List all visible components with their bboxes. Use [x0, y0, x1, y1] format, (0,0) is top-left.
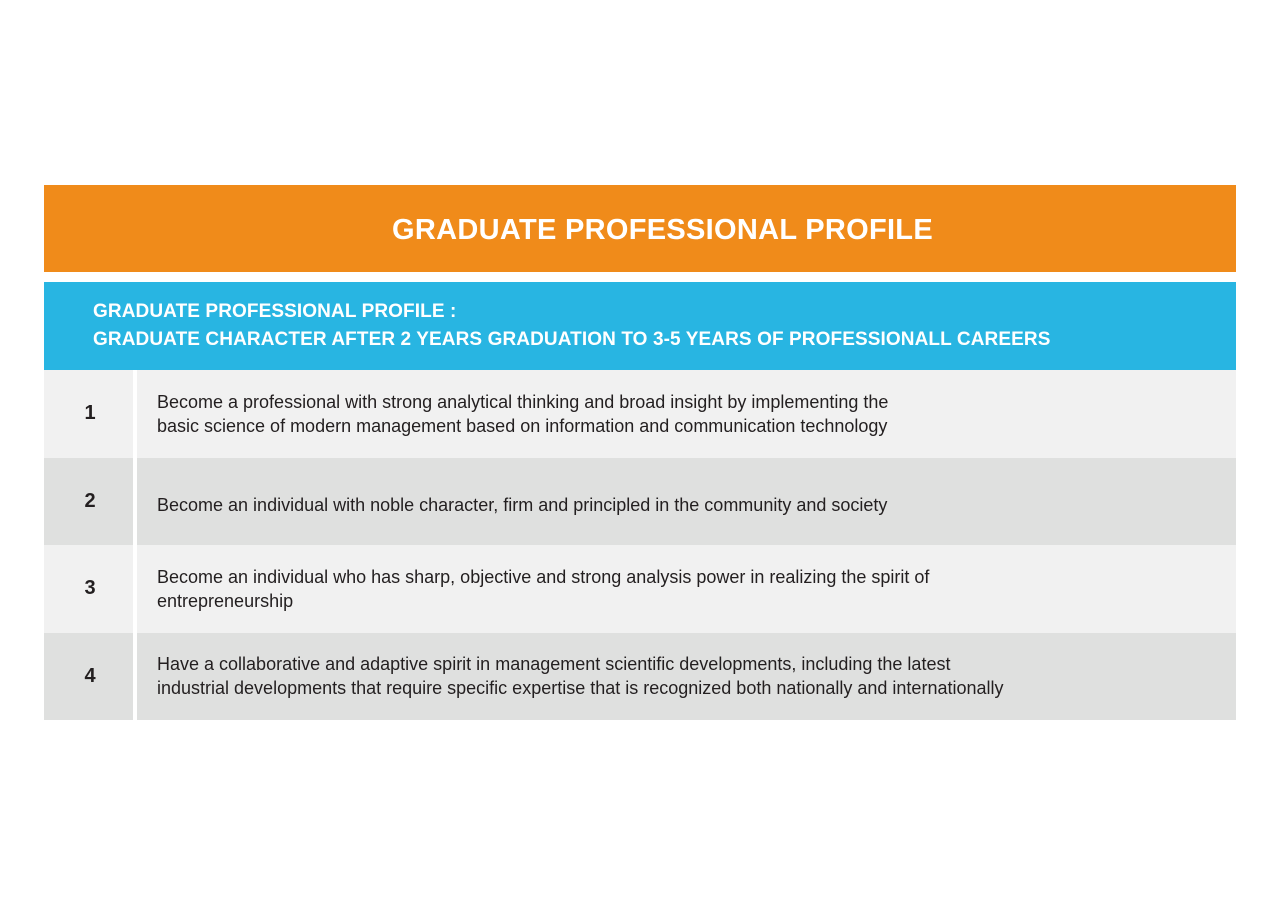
- row-number: 3: [84, 577, 96, 600]
- row-description-line-1: Have a collaborative and adaptive spirit in management scientific developments, including the latest: [157, 654, 951, 675]
- table-row: [44, 633, 1236, 721]
- row-description-line-1: Become an individual who has sharp, objective and strong analysis power in realizing the spirit of: [157, 566, 930, 587]
- row-description-line-1: Become an individual with noble character, firm and principled in the community and society: [157, 495, 888, 516]
- row-description: [137, 458, 1236, 546]
- row-description-line-2: industrial developments that require specific expertise that is recognized both nationally and internationally: [157, 678, 1004, 699]
- profile-rows: [44, 370, 1236, 720]
- subheader-band: [44, 282, 1236, 370]
- subheader-line-2: GRADUATE CHARACTER AFTER 2 YEARS GRADUATION TO 3-5 YEARS OF PROFESSIONALL CAREERS: [93, 329, 1051, 350]
- row-number: 2: [84, 489, 96, 512]
- row-number: 1: [84, 402, 96, 425]
- table-row: [44, 545, 1236, 633]
- table-row: [44, 458, 1236, 546]
- row-description: [137, 370, 1236, 458]
- row-description: [137, 545, 1236, 633]
- title-band: [44, 185, 1236, 272]
- row-description-line-2: basic science of modern management based on information and communication technology: [157, 415, 888, 436]
- row-description-line-1: Become a professional with strong analytical thinking and broad insight by implementing the: [157, 391, 889, 412]
- table-row: [44, 370, 1236, 458]
- row-description-line-2: entrepreneurship: [157, 590, 294, 611]
- subheader-line-1: GRADUATE PROFESSIONAL PROFILE :: [93, 301, 457, 322]
- page-title: GRADUATE PROFESSIONAL PROFILE: [392, 214, 933, 246]
- row-number: 4: [84, 664, 96, 687]
- graduate-profile-table: [44, 185, 1236, 720]
- row-description: [137, 633, 1236, 721]
- band-gap: [44, 272, 1236, 282]
